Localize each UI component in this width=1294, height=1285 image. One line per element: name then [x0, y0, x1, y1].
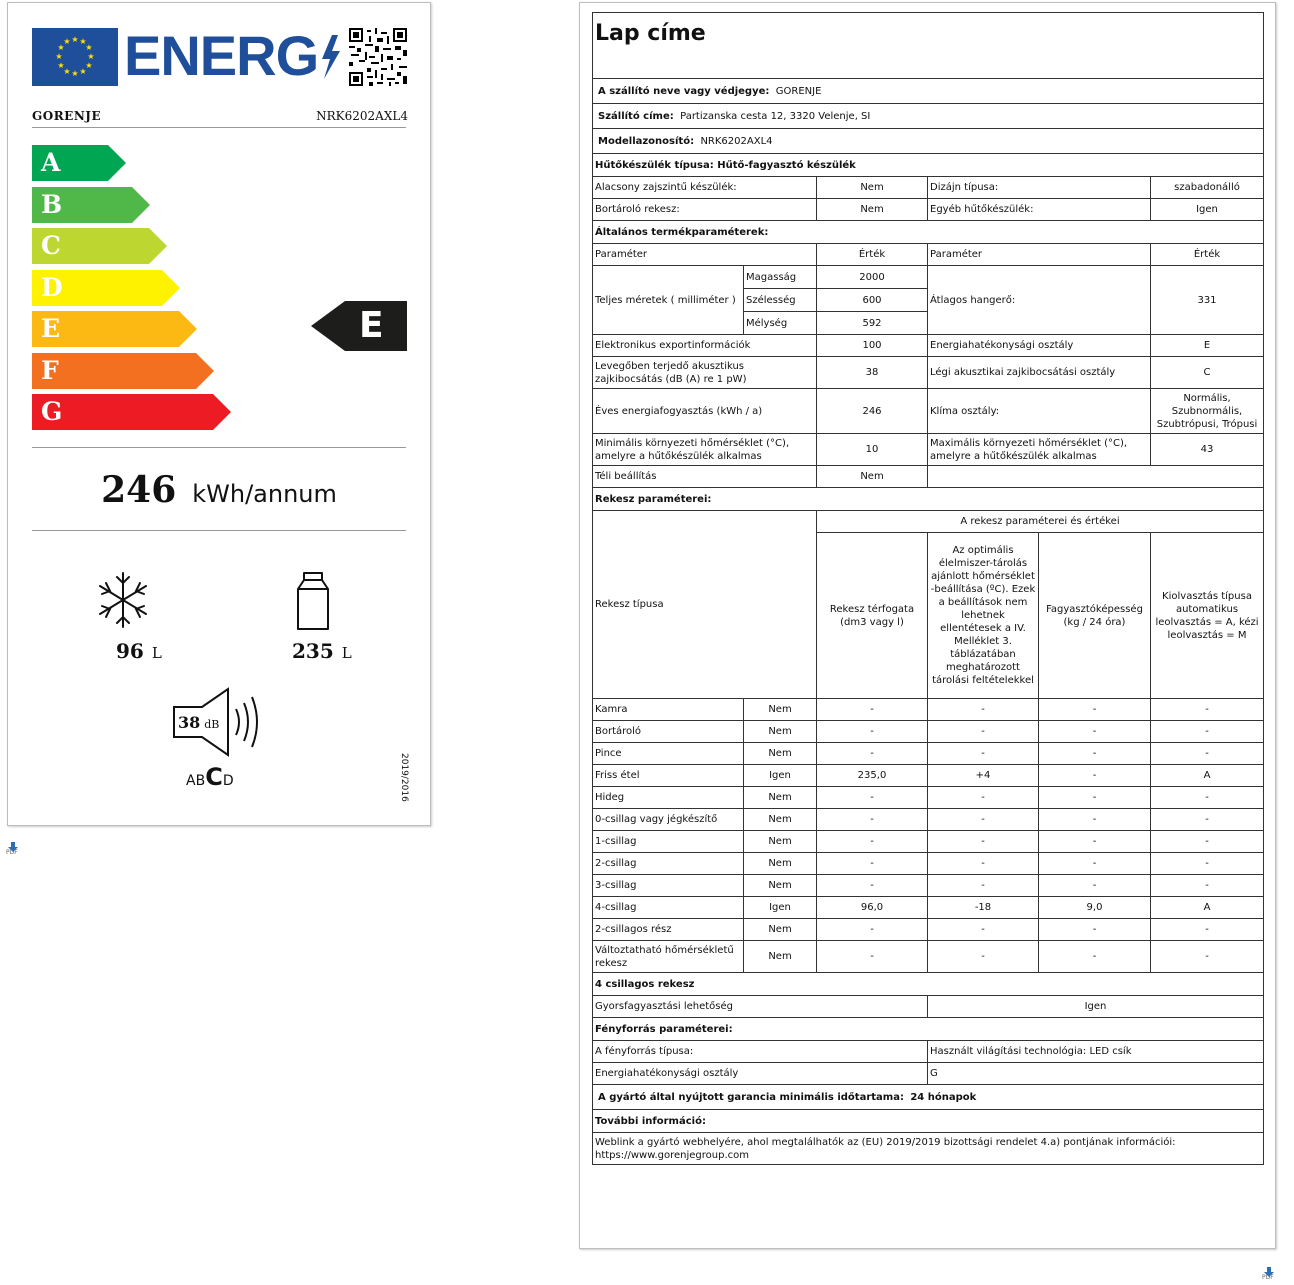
height-value: 2000 — [817, 266, 928, 289]
pdf-download-icon[interactable]: PDF — [1262, 1263, 1278, 1283]
energy-class-arrow-b — [32, 187, 150, 223]
compartment-present: Igen — [744, 897, 817, 919]
compartment-row — [593, 831, 1264, 853]
compartment-freeze: - — [1039, 765, 1151, 787]
consumption-value: 246 — [101, 469, 177, 511]
compartment-defrost: - — [1151, 787, 1264, 809]
compartment-name: Változtatható hőmérsékletű rekesz — [593, 941, 744, 973]
compartment-row — [593, 809, 1264, 831]
svg-text:★: ★ — [85, 43, 93, 52]
design-value: szabadonálló — [1151, 177, 1264, 199]
compartment-volume: - — [817, 919, 928, 941]
energy-class-letter: F — [41, 355, 59, 385]
compartment-params-heading: Rekesz paraméterei: — [593, 488, 1264, 511]
svg-text:★: ★ — [79, 67, 87, 76]
compartment-temp: - — [928, 743, 1039, 765]
compartment-freeze: - — [1039, 787, 1151, 809]
width-value: 600 — [817, 289, 928, 312]
value-header: Érték — [817, 244, 928, 266]
compartment-name: 4-csillag — [593, 897, 744, 919]
pdf-download-icon[interactable]: PDF — [6, 838, 22, 858]
compartment-freeze: - — [1039, 721, 1151, 743]
regulation-number: 2019/2016 — [399, 753, 409, 802]
compartment-temp: - — [928, 919, 1039, 941]
compartment-volume: - — [817, 853, 928, 875]
other-appliance-label: Egyéb hűtőkészülék: — [928, 199, 1151, 221]
compartment-present: Nem — [744, 875, 817, 897]
winter-value: Nem — [817, 466, 928, 488]
warranty-row: A gyártó által nyújtott garancia minimális időtartama: 24 hónapok — [593, 1085, 1264, 1110]
compartment-row — [593, 787, 1264, 809]
appliance-type: Hűtőkészülék típusa: Hűtő-fagyasztó készülék — [593, 154, 1264, 177]
consumption-unit: kWh/annum — [192, 480, 337, 508]
compartment-defrost: - — [1151, 831, 1264, 853]
min-temp-label: Minimális környezeti hőmérséklet (°C), amelyre a hűtőkészülék alkalmas — [593, 434, 817, 466]
sheet-title: Lap címe — [593, 13, 1264, 79]
compartment-present: Nem — [744, 743, 817, 765]
snowflake-icon — [96, 571, 150, 629]
compartment-defrost: A — [1151, 765, 1264, 787]
compartment-freeze: 9,0 — [1039, 897, 1151, 919]
depth-value: 592 — [817, 312, 928, 335]
compartment-temp: - — [928, 809, 1039, 831]
energy-class-arrow-e — [32, 311, 197, 347]
compartment-present: Nem — [744, 809, 817, 831]
eu-flag-icon — [32, 28, 118, 86]
max-temp-value: 43 — [1151, 434, 1264, 466]
svg-text:★: ★ — [87, 52, 95, 61]
dimensions-label: Teljes méretek ( milliméter ) — [593, 266, 744, 335]
more-info-heading: További információ: — [593, 1110, 1264, 1133]
param-header: Paraméter — [928, 244, 1151, 266]
fast-freeze-value: Igen — [928, 996, 1264, 1018]
divider — [32, 447, 406, 448]
milk-carton-icon — [296, 571, 330, 631]
compartment-volume: - — [817, 743, 928, 765]
freezer-volume: 96 L — [116, 639, 162, 663]
col-freeze-header: Fagyasztóképesség (kg / 24 óra) — [1039, 533, 1151, 699]
energy-class-letter: E — [41, 314, 61, 343]
compartment-freeze: - — [1039, 809, 1151, 831]
energy-class-arrow-c — [32, 228, 167, 264]
qr-code-icon — [349, 28, 407, 86]
eff-class-label: Energiahatékonysági osztály — [928, 335, 1151, 357]
compartment-defrost: - — [1151, 875, 1264, 897]
export-value: 100 — [817, 335, 928, 357]
compartment-volume: - — [817, 875, 928, 897]
model-identifier: NRK6202AXL4 — [316, 109, 408, 123]
compartment-defrost: - — [1151, 699, 1264, 721]
compartment-type-header: Rekesz típusa — [593, 511, 817, 699]
annual-energy-value: 246 — [817, 389, 928, 434]
param-header: Paraméter — [593, 244, 817, 266]
compartment-defrost: - — [1151, 809, 1264, 831]
compartment-temp: - — [928, 853, 1039, 875]
empty-cell — [928, 466, 1264, 488]
climate-value: Normális, Szubnormális, Szubtrópusi, Trópusi — [1151, 389, 1264, 434]
energy-class-arrow-a — [32, 145, 126, 181]
compartment-row — [593, 699, 1264, 721]
compartment-name: Friss étel — [593, 765, 744, 787]
svg-text:★: ★ — [57, 43, 65, 52]
compartment-present: Nem — [744, 721, 817, 743]
compartment-name: 3-csillag — [593, 875, 744, 897]
wine-label: Bortároló rekesz: — [593, 199, 817, 221]
compartment-defrost: - — [1151, 721, 1264, 743]
compartment-name: 0-csillag vagy jégkészítő — [593, 809, 744, 831]
compartment-name: 2-csillagos rész — [593, 919, 744, 941]
compartment-row — [593, 941, 1264, 973]
climate-label: Klíma osztály: — [928, 389, 1151, 434]
compartment-temp: - — [928, 721, 1039, 743]
compartment-present: Nem — [744, 919, 817, 941]
winter-label: Téli beállítás — [593, 466, 817, 488]
supplier-name: GORENJE — [32, 109, 102, 123]
compartment-rows — [593, 699, 1264, 973]
compartment-temp: - — [928, 831, 1039, 853]
width-label: Szélesség — [744, 289, 817, 312]
compartment-present: Nem — [744, 699, 817, 721]
eff-class-value: E — [1151, 335, 1264, 357]
compartment-defrost: - — [1151, 853, 1264, 875]
low-noise-value: Nem — [817, 177, 928, 199]
compartment-temp: - — [928, 699, 1039, 721]
energy-class-letter: G — [41, 397, 63, 426]
compartment-temp: - — [928, 875, 1039, 897]
compartment-name: 2-csillag — [593, 853, 744, 875]
min-temp-value: 10 — [817, 434, 928, 466]
svg-text:★: ★ — [63, 37, 71, 46]
avg-volume-label: Átlagos hangerő: — [928, 266, 1151, 335]
col-defrost-header: Kiolvasztás típusa automatikus leolvasztás = A, kézi leolvasztás = M — [1151, 533, 1264, 699]
noise-class-value: C — [1151, 357, 1264, 389]
compartment-temp: - — [928, 941, 1039, 973]
energy-label — [7, 2, 431, 826]
energy-class-arrow-d — [32, 270, 180, 306]
col-volume-header: Rekesz térfogata (dm3 vagy l) — [817, 533, 928, 699]
compartment-temp: - — [928, 787, 1039, 809]
wine-value: Nem — [817, 199, 928, 221]
value-header: Érték — [1151, 244, 1264, 266]
other-appliance-value: Igen — [1151, 199, 1264, 221]
energy-logo: ENERG — [124, 23, 342, 89]
compartment-volume: 96,0 — [817, 897, 928, 919]
fridge-volume: 235 L — [292, 639, 352, 663]
compartment-freeze: - — [1039, 919, 1151, 941]
compartment-name: 1-csillag — [593, 831, 744, 853]
compartment-volume: - — [817, 941, 928, 973]
compartment-temp: +4 — [928, 765, 1039, 787]
compartment-freeze: - — [1039, 875, 1151, 897]
svg-text:★: ★ — [57, 61, 65, 70]
energy-class-letter: C — [41, 231, 61, 260]
compartment-row — [593, 919, 1264, 941]
energy-class-letter: D — [41, 272, 63, 302]
divider — [32, 530, 406, 531]
noise-class-scale: ABCD — [186, 763, 234, 791]
compartment-freeze: - — [1039, 853, 1151, 875]
svg-text:★: ★ — [71, 35, 79, 44]
low-noise-label: Alacsony zajszintű készülék: — [593, 177, 817, 199]
compartment-freeze: - — [1039, 743, 1151, 765]
compartment-name: Kamra — [593, 699, 744, 721]
compartment-row — [593, 743, 1264, 765]
light-eff-value: G — [928, 1063, 1264, 1085]
noise-emission-value: 38 — [817, 357, 928, 389]
design-label: Dizájn típusa: — [928, 177, 1151, 199]
compartment-defrost: A — [1151, 897, 1264, 919]
compartment-volume: 235,0 — [817, 765, 928, 787]
height-label: Magasság — [744, 266, 817, 289]
export-label: Elektronikus exportinformációk — [593, 335, 817, 357]
weblink-url[interactable]: https://www.gorenjegroup.com — [595, 1149, 749, 1161]
compartment-temp: -18 — [928, 897, 1039, 919]
weblink-text: Weblink a gyártó webhelyére, ahol megtalálhatók az (EU) 2019/2019 bizottsági rendelet 4.a) pontjának információi: — [595, 1136, 1176, 1148]
depth-label: Mélység — [744, 312, 817, 335]
product-information-sheet — [579, 2, 1276, 1249]
svg-text:★: ★ — [55, 52, 63, 61]
compartment-defrost: - — [1151, 941, 1264, 973]
energy-class-letter: A — [41, 148, 61, 177]
supplier-row: A szállító neve vagy védjegye: GORENJE — [593, 79, 1264, 104]
energy-class-letter: E — [359, 305, 384, 346]
model-row: Modellazonosító: NRK6202AXL4 — [593, 129, 1264, 154]
compartment-present: Nem — [744, 831, 817, 853]
light-eff-label: Energiahatékonysági osztály — [593, 1063, 928, 1085]
energy-class-arrow-g — [32, 394, 231, 430]
noise-emission-label: Levegőben terjedő akusztikus zajkibocsátás (dB (A) re 1 pW) — [593, 357, 817, 389]
light-params-heading: Fényforrás paraméterei: — [593, 1018, 1264, 1041]
energy-consumption — [8, 469, 430, 511]
compartment-values-header: A rekesz paraméterei és értékei — [817, 511, 1264, 533]
four-star-heading: 4 csillagos rekesz — [593, 973, 1264, 996]
compartment-present: Nem — [744, 787, 817, 809]
energy-class-letter: B — [41, 189, 63, 219]
svg-text:★: ★ — [71, 69, 79, 78]
noise-class-label: Légi akusztikai zajkibocsátási osztály — [928, 357, 1151, 389]
svg-text:★: ★ — [85, 61, 93, 70]
compartment-name: Hideg — [593, 787, 744, 809]
annual-energy-label: Éves energiafogyasztás (kWh / a) — [593, 389, 817, 434]
light-technology: Használt világítási technológia: LED csík — [928, 1041, 1264, 1063]
svg-text:★: ★ — [79, 37, 87, 46]
energy-class-arrow-f — [32, 353, 214, 389]
product-sheet-table — [592, 12, 1264, 1165]
weblink-cell — [593, 1133, 1264, 1165]
compartment-volume: - — [817, 721, 928, 743]
noise-value: 38 dB — [178, 713, 220, 732]
compartment-row — [593, 853, 1264, 875]
compartment-freeze: - — [1039, 699, 1151, 721]
compartment-row — [593, 765, 1264, 787]
compartment-row — [593, 721, 1264, 743]
general-params-heading: Általános termékparaméterek: — [593, 221, 1264, 244]
compartment-volume: - — [817, 831, 928, 853]
compartment-present: Nem — [744, 853, 817, 875]
compartment-defrost: - — [1151, 919, 1264, 941]
compartment-defrost: - — [1151, 743, 1264, 765]
compartment-row — [593, 875, 1264, 897]
avg-volume-value: 331 — [1151, 266, 1264, 335]
compartment-freeze: - — [1039, 831, 1151, 853]
compartment-name: Bortároló — [593, 721, 744, 743]
max-temp-label: Maximális környezeti hőmérséklet (°C), amelyre a hűtőkészülék alkalmas — [928, 434, 1151, 466]
compartment-row — [593, 897, 1264, 919]
divider — [32, 127, 406, 128]
compartment-present: Nem — [744, 941, 817, 973]
compartment-freeze: - — [1039, 941, 1151, 973]
compartment-volume: - — [817, 699, 928, 721]
compartment-name: Pince — [593, 743, 744, 765]
address-row: Szállító címe: Partizanska cesta 12, 3320 Velenje, SI — [593, 104, 1264, 129]
svg-text:★: ★ — [63, 67, 71, 76]
compartment-present: Igen — [744, 765, 817, 787]
compartment-volume: - — [817, 787, 928, 809]
fast-freeze-label: Gyorsfagyasztási lehetőség — [593, 996, 928, 1018]
col-temp-header: Az optimális élelmiszer-tárolás ajánlott hőmérséklet -beállítása (ºC). Ezek a beállítások nem lehetnek ellentétesek a IV. Melléklet 3. táblázatában meghatározott tárolási feltételekkel — [928, 533, 1039, 699]
compartment-volume: - — [817, 809, 928, 831]
light-type-label: A fényforrás típusa: — [593, 1041, 928, 1063]
